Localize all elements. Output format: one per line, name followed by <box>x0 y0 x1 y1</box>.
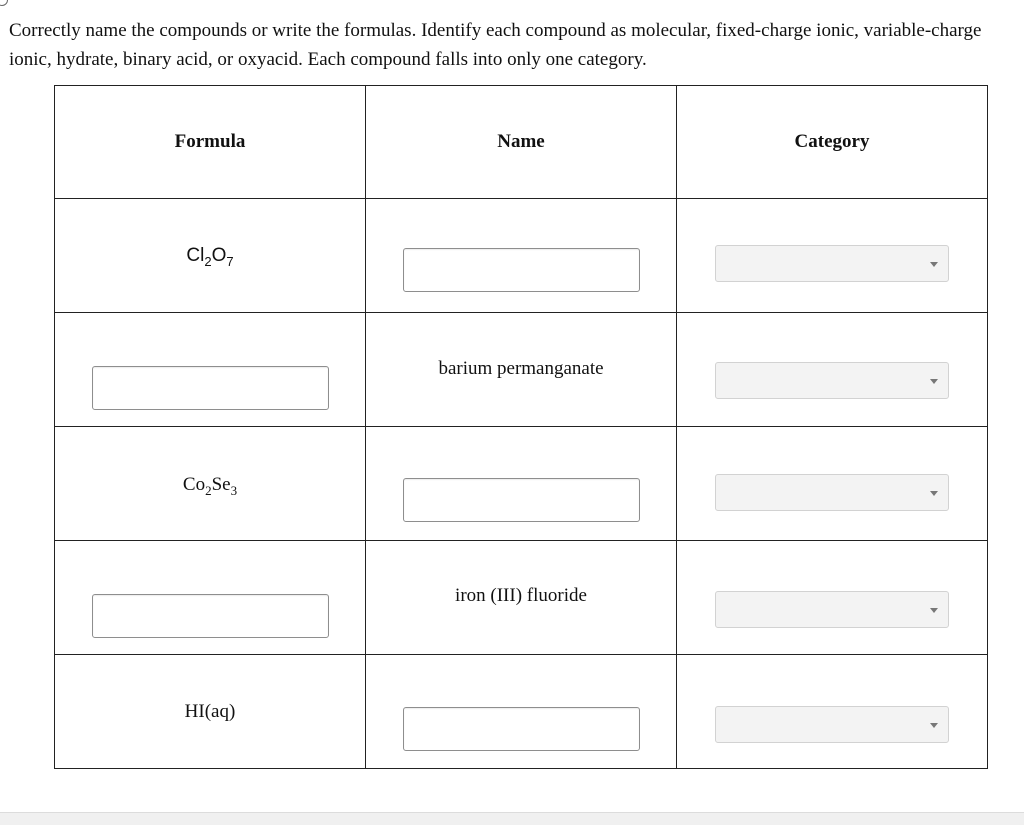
table-row <box>55 313 988 427</box>
name-input[interactable] <box>403 248 640 292</box>
name-cell <box>366 199 677 313</box>
category-cell <box>677 541 988 655</box>
name-cell <box>366 655 677 769</box>
instructions-text: Correctly name the compounds or write the formulas. Identify each compound as molecular, fixed-charge ionic, variable-charge ionic, hydrate, binary acid, or oxyacid. Each compound falls into only one category. <box>9 20 982 70</box>
category-dropdown[interactable] <box>715 362 949 399</box>
category-dropdown[interactable] <box>715 706 949 743</box>
formula-cell <box>55 313 366 427</box>
header-category: Category <box>677 86 988 199</box>
formula-input[interactable] <box>92 366 329 410</box>
name-cell <box>366 541 677 655</box>
category-cell <box>677 199 988 313</box>
chevron-down-icon <box>930 379 938 384</box>
category-dropdown[interactable] <box>715 474 949 511</box>
table-row <box>55 199 988 313</box>
name-input[interactable] <box>403 478 640 522</box>
name-cell <box>366 313 677 427</box>
category-dropdown[interactable] <box>715 245 949 282</box>
category-dropdown[interactable] <box>715 591 949 628</box>
header-row <box>55 86 988 199</box>
category-cell <box>677 313 988 427</box>
formula-cell <box>55 427 366 541</box>
name-text: barium permanganate <box>438 358 604 379</box>
chevron-down-icon <box>930 491 938 496</box>
formula-text: HI(aq) <box>184 701 236 722</box>
category-cell <box>677 427 988 541</box>
compounds-table <box>54 85 988 769</box>
chevron-down-icon <box>930 608 938 613</box>
chevron-down-icon <box>930 723 938 728</box>
formula-cell <box>55 655 366 769</box>
name-text: iron (III) fluoride <box>455 585 587 606</box>
formula-text: $Co_2Se_3$ <box>182 474 238 498</box>
chevron-down-icon <box>930 262 938 267</box>
formula-input[interactable] <box>92 594 329 638</box>
name-cell <box>366 427 677 541</box>
formula-text: $Cl_2O_7$ <box>186 245 234 269</box>
corner-indicator <box>0 0 8 6</box>
table-row <box>55 541 988 655</box>
formula-cell <box>55 199 366 313</box>
header-name: Name <box>366 86 677 199</box>
table-row <box>55 655 988 769</box>
formula-cell <box>55 541 366 655</box>
name-input[interactable] <box>403 707 640 751</box>
category-cell <box>677 655 988 769</box>
table-row <box>55 427 988 541</box>
header-formula: Formula <box>55 86 366 199</box>
bottom-toolbar <box>0 812 1024 825</box>
